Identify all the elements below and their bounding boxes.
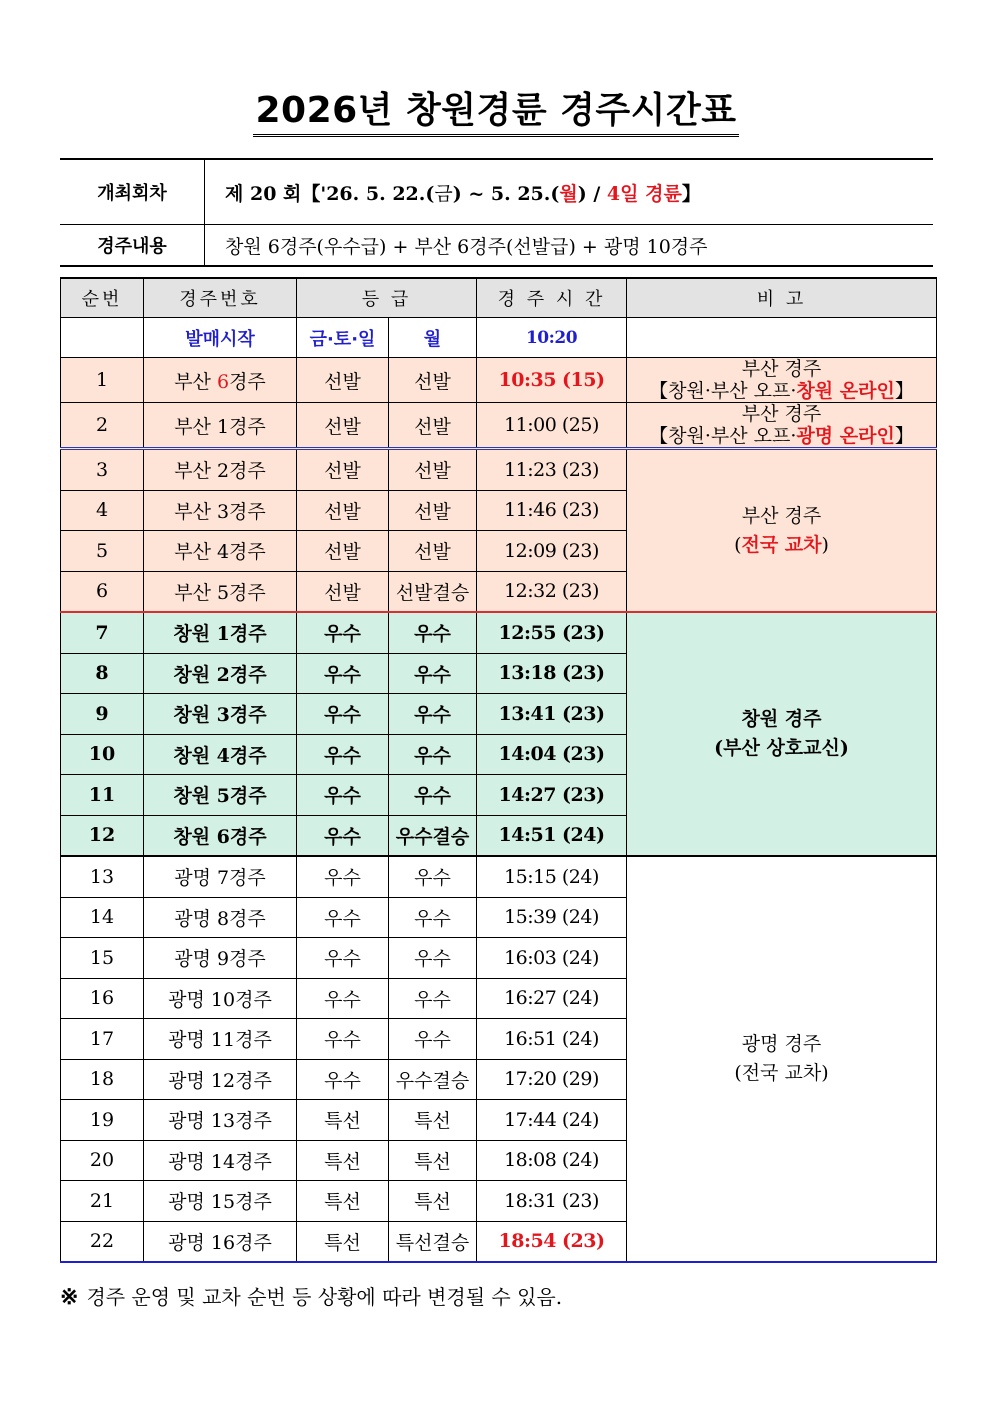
sale-start-label: 발매시작 bbox=[144, 318, 297, 358]
session-label: 개최회차 bbox=[60, 159, 205, 225]
table-row: 20 광명 14경주 특선 특선 18:08 (24) bbox=[61, 1140, 937, 1181]
table-row: 2 부산 1경주 선발 선발 11:00 (25) 부산 경주 【창원·부산 오프·광명 온라인】 bbox=[61, 403, 937, 449]
table-row: 8 창원 2경주 우수 우수 13:18 (23) bbox=[61, 653, 937, 694]
table-row: 1 부산 6경주 선발 선발 10:35 (15) 부산 경주 【창원·부산 오프·창원 온라인】 bbox=[61, 358, 937, 403]
table-row: 22 광명 16경주 특선 특선결승 18:54 (23) bbox=[61, 1221, 937, 1262]
reference-mark-icon: ※ bbox=[60, 1284, 79, 1310]
content-value: 창원 6경주(우수급) + 부산 6경주(선발급) + 광명 10경주 bbox=[205, 225, 934, 267]
table-row: 14 광명 8경주 우수 우수 15:39 (24) bbox=[61, 897, 937, 938]
table-row: 11 창원 5경주 우수 우수 14:27 (23) bbox=[61, 775, 937, 816]
table-row: 18 광명 12경주 우수 우수결승 17:20 (29) bbox=[61, 1059, 937, 1100]
table-row: 10 창원 4경주 우수 우수 14:04 (23) bbox=[61, 734, 937, 775]
page-title: 2026년 창원경륜 경주시간표 bbox=[0, 90, 992, 137]
table-row: 6 부산 5경주 선발 선발결승 12:32 (23) bbox=[61, 571, 937, 612]
note-race-1: 부산 경주 【창원·부산 오프·창원 온라인】 bbox=[627, 358, 937, 403]
table-row: 13 광명 7경주 우수 우수 15:15 (24) 광명 경주 (전국 교차) bbox=[61, 856, 937, 897]
sale-start-time: 10:20 bbox=[477, 318, 627, 358]
header-time: 경 주 시 간 bbox=[477, 278, 627, 318]
table-row: 19 광명 13경주 특선 특선 17:44 (24) bbox=[61, 1100, 937, 1141]
note-changwon-group: 창원 경주 (부산 상호교신) bbox=[627, 612, 937, 856]
session-value: 제 20 회【'26. 5. 22.(금) ~ 5. 25.(월) / 4일 경륜】 bbox=[205, 159, 934, 225]
fri-sat-sun-label: 금·토·일 bbox=[297, 318, 389, 358]
table-row: 5 부산 4경주 선발 선발 12:09 (23) bbox=[61, 531, 937, 572]
table-row: 21 광명 15경주 특선 특선 18:31 (23) bbox=[61, 1181, 937, 1222]
session-info-table bbox=[60, 158, 933, 267]
race-schedule-table bbox=[60, 277, 937, 1263]
note-race-2: 부산 경주 【창원·부산 오프·광명 온라인】 bbox=[627, 403, 937, 449]
table-row: 17 광명 11경주 우수 우수 16:51 (24) bbox=[61, 1019, 937, 1060]
footer-note bbox=[60, 1281, 562, 1310]
mon-label: 월 bbox=[389, 318, 477, 358]
content-label: 경주내용 bbox=[60, 225, 205, 267]
table-row: 3 부산 2경주 선발 선발 11:23 (23) 부산 경주 (전국 교차) bbox=[61, 449, 937, 491]
table-row: 12 창원 6경주 우수 우수결승 14:51 (24) bbox=[61, 815, 937, 856]
note-gwangmyeong-group: 광명 경주 (전국 교차) bbox=[627, 856, 937, 1262]
table-row: 4 부산 3경주 선발 선발 11:46 (23) bbox=[61, 490, 937, 531]
table-row: 9 창원 3경주 우수 우수 13:41 (23) bbox=[61, 694, 937, 735]
table-row: 16 광명 10경주 우수 우수 16:27 (24) bbox=[61, 978, 937, 1019]
table-row: 7 창원 1경주 우수 우수 12:55 (23) 창원 경주 (부산 상호교신) bbox=[61, 612, 937, 653]
header-order: 순번 bbox=[61, 278, 144, 318]
note-busan-group: 부산 경주 (전국 교차) bbox=[627, 449, 937, 613]
footer-text: 경주 운영 및 교차 순번 등 상황에 따라 변경될 수 있음. bbox=[86, 1285, 563, 1309]
header-race-no: 경주번호 bbox=[144, 278, 297, 318]
table-header bbox=[61, 278, 937, 318]
header-note: 비 고 bbox=[627, 278, 937, 318]
sale-start-row bbox=[61, 318, 937, 358]
header-grade: 등 급 bbox=[297, 278, 477, 318]
table-row: 15 광명 9경주 우수 우수 16:03 (24) bbox=[61, 938, 937, 979]
